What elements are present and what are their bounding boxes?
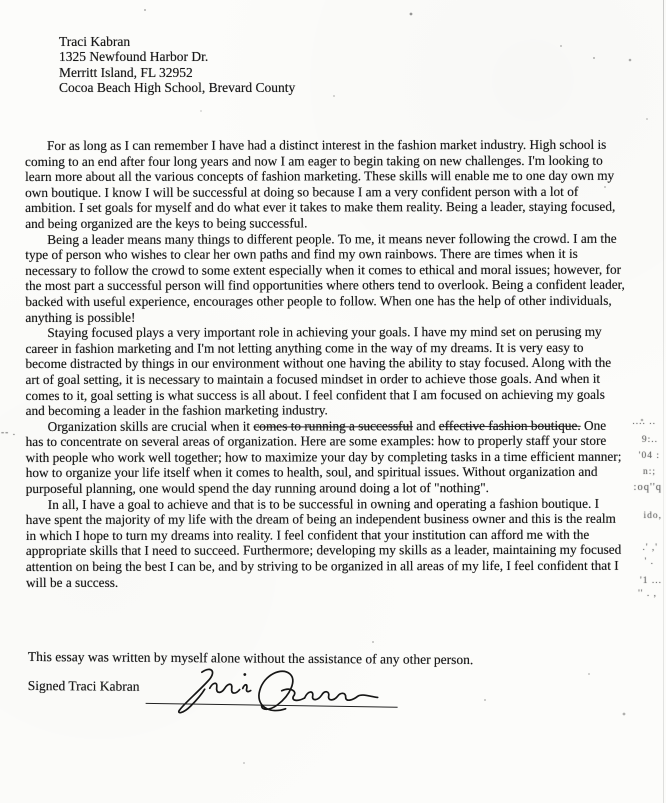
signed-label: Signed Traci Kabran — [27, 677, 140, 694]
paragraph-text-segment: One has to concentrate on several areas of organization. Here are some examples: how to properly staff your store with people who work well together; how to maximize your day by completing tasks in a time efficient manner; how to organize your life itself when it comes to health, soul, and spiritual issues. Without organization and purposeful planning, one would spend the day running around doing a lot of "nothing". — [25, 417, 622, 497]
sender-address-block — [59, 34, 295, 96]
sender-street: 1325 Newfound Harbor Dr. — [59, 49, 209, 65]
essay-paragraph-4 — [26, 417, 627, 496]
smudged-phrase: effective fashion boutique. — [438, 417, 581, 433]
sender-city-state-zip: Merritt Island, FL 32952 — [59, 64, 193, 80]
paragraph-text-segment: and — [412, 417, 439, 433]
paragraph-text-segment: Organization skills are crucial when it — [47, 418, 254, 434]
bleedthrough-mark: ' . — [644, 557, 654, 567]
attestation-statement: This essay was written by myself alone without the assistance of any other person. — [27, 649, 474, 668]
bleedthrough-mark: :oq''q — [633, 482, 662, 493]
scan-edge-artifact — [663, 0, 664, 803]
bleedthrough-mark: ido, — [643, 511, 662, 521]
bleedthrough-mark: '1 ... — [640, 576, 662, 586]
closing-block — [27, 649, 638, 753]
bleedthrough-mark: '04 : — [638, 451, 660, 461]
bleedthrough-mark: '' . , — [638, 589, 657, 599]
bleedthrough-mark: .' ,' — [642, 543, 658, 553]
bleedthrough-mark: 9:.. — [641, 435, 658, 445]
essay-paragraph-2: Being a leader means many things to different people. To me, it means never following the crowd. I am the type of person who wishes to clear her own paths and find my own rainbows. There are times when it is necessary to follow the crowd to some extent especially when it comes to ethical and moral issues; however, for the most part a successful person will find opportunities where others tend to overlook. Being a confident leader, backed with useful experience, encourages other people to follow. When one has the help of other individuals, anything is possible! — [25, 230, 625, 325]
smudged-phrase: comes to running a successful — [253, 417, 413, 434]
essay-paragraph-1: For as long as I can remember I have had a distinct interest in the fashion market industry. High school is coming to an end after four long years and now I am eager to begin taking on new challenges. I'm looking to learn more about all the various concepts of fashion marketing. These skills will enable me to one day own my own boutique. I know I will be successful at doing so because I am a very confident person with a lot of ambition. I set goals for myself and do what ever it takes to make them reality. Being a leader, staying focused, and being organized are the keys to being successful. — [25, 136, 616, 231]
bleedthrough-mark: .... .. — [632, 417, 656, 427]
sender-school: Cocoa Beach High School, Brevard County — [59, 80, 296, 96]
handwritten-signature — [150, 664, 394, 720]
sender-name: Traci Kabran — [59, 34, 131, 49]
scan-noise-speckles — [0, 0, 2, 2]
bleedthrough-mark: -- . — [1, 428, 17, 438]
essay-paragraph-3: Staying focused plays a very important role in achieving your goals. I have my mind set on perusing my career in fashion marketing and I'm not letting anything come in the way of my dreams. It is very easy to become distracted by things in our environment without one having the ability to stay focused. Along with the art of goal setting, it is necessary to maintain a focused mindset in order to achieve those goals. And when it comes to it, goal setting is what success is all about. I feel confident that I am focused on achieving my goals and becoming a leader in the fashion marketing industry. — [25, 323, 612, 419]
essay-body — [25, 137, 627, 590]
bleedthrough-mark: n:; — [642, 467, 656, 477]
essay-paragraph-5: In all, I have a goal to achieve and that is to be successful in owning and operating a fashion boutique. I have spent the majority of my life with the dream of being an independent business owner and this is the realm in which I hope to turn my dreams into reality. I feel confident that your institution can afford me with the appropriate skills that I need to succeed. Furthermore; developing my skills as a leader, maintaining my focused attention on being the best I can be, and by striving to be organized in all areas of my life, I feel confident that I will be a success. — [25, 495, 622, 590]
